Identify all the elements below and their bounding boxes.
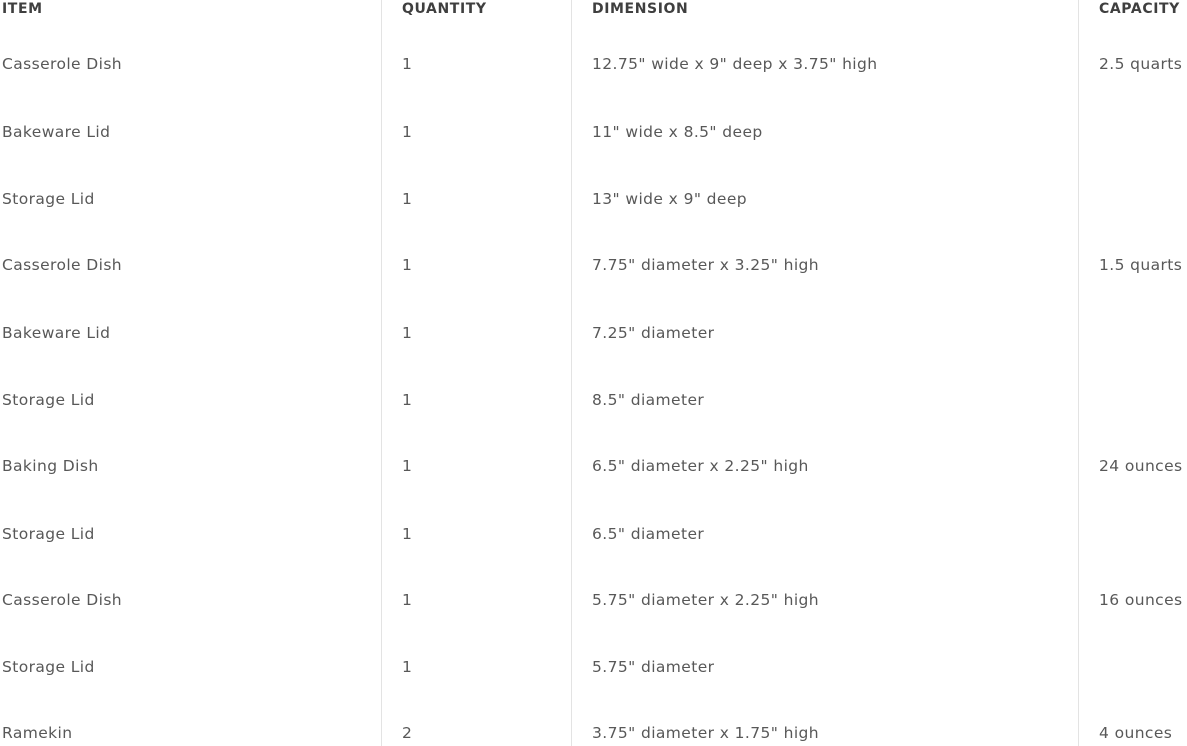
header-capacity: CAPACITY <box>1099 1 1180 17</box>
cell-item: Casserole Dish <box>2 256 123 274</box>
cell-item: Storage Lid <box>2 190 95 208</box>
cell-quantity: 1 <box>402 525 413 543</box>
cell-item: Casserole Dish <box>2 55 123 73</box>
cell-dimension: 6.5" diameter <box>592 525 705 543</box>
cell-quantity: 1 <box>402 190 413 208</box>
cell-dimension: 8.5" diameter <box>592 391 705 409</box>
cell-item: Storage Lid <box>2 391 95 409</box>
cell-capacity: 2.5 quarts <box>1099 55 1183 73</box>
cell-dimension: 5.75" diameter <box>592 658 715 676</box>
cell-dimension: 13" wide x 9" deep <box>592 190 748 208</box>
cell-item: Storage Lid <box>2 525 95 543</box>
cell-capacity: 24 ounces <box>1099 457 1183 475</box>
column-divider <box>381 0 382 746</box>
cell-quantity: 1 <box>402 55 413 73</box>
cell-quantity: 1 <box>402 658 413 676</box>
cell-dimension: 12.75" wide x 9" deep x 3.75" high <box>592 55 878 73</box>
header-item: ITEM <box>2 1 43 17</box>
cell-item: Casserole Dish <box>2 591 123 609</box>
cell-dimension: 7.75" diameter x 3.25" high <box>592 256 820 274</box>
header-quantity: QUANTITY <box>402 1 487 17</box>
cell-dimension: 7.25" diameter <box>592 324 715 342</box>
cell-item: Bakeware Lid <box>2 324 111 342</box>
cell-quantity: 1 <box>402 123 413 141</box>
cell-quantity: 1 <box>402 256 413 274</box>
cell-quantity: 1 <box>402 591 413 609</box>
cell-item: Bakeware Lid <box>2 123 111 141</box>
cell-item: Baking Dish <box>2 457 99 475</box>
cell-item: Storage Lid <box>2 658 95 676</box>
column-divider <box>1078 0 1079 746</box>
cell-item: Ramekin <box>2 724 73 742</box>
header-dimension: DIMENSION <box>592 1 689 17</box>
cell-quantity: 1 <box>402 391 413 409</box>
cell-capacity: 1.5 quarts <box>1099 256 1183 274</box>
cell-quantity: 2 <box>402 724 413 742</box>
cell-quantity: 1 <box>402 457 413 475</box>
cell-capacity: 4 ounces <box>1099 724 1173 742</box>
cell-quantity: 1 <box>402 324 413 342</box>
cell-dimension: 11" wide x 8.5" deep <box>592 123 763 141</box>
cell-dimension: 6.5" diameter x 2.25" high <box>592 457 809 475</box>
column-divider <box>571 0 572 746</box>
cell-dimension: 5.75" diameter x 2.25" high <box>592 591 820 609</box>
cell-capacity: 16 ounces <box>1099 591 1183 609</box>
cell-dimension: 3.75" diameter x 1.75" high <box>592 724 820 742</box>
